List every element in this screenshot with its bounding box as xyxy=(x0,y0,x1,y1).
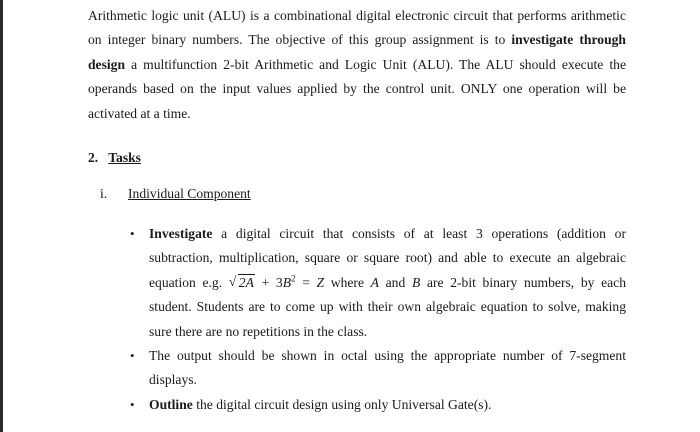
intro-line-1: Arithmetic logic unit (ALU) is a combinational digital electronic circuit that performs arithmetic xyxy=(88,8,626,23)
section-heading-tasks xyxy=(88,150,141,166)
bullet-1-line-3-tail: are 2-bit binary numbers, by each xyxy=(420,274,626,290)
equation-variable-b: B xyxy=(282,274,292,290)
bullet-1-line-1 xyxy=(149,222,626,246)
bullet-item-investigate xyxy=(130,222,626,344)
equation-radicand: 2A xyxy=(238,274,254,290)
intro-line-3-text: a multifunction 2-bit Arithmetic and Logic Unit (ALU). The ALU should execute the xyxy=(125,56,626,72)
intro-paragraph xyxy=(88,4,626,126)
bullet-dot-icon: • xyxy=(130,396,135,412)
bullet-2-line-2: displays. xyxy=(149,372,197,388)
bullet-2-line-1: The output should be shown in octal using the appropriate number of 7-segment xyxy=(149,348,626,364)
subsection-numeral: i. xyxy=(100,186,108,201)
bullet-item-output xyxy=(130,344,626,393)
equation-variable-z: Z xyxy=(316,274,325,290)
variable-a: A xyxy=(370,274,379,290)
bullet-1-line-2: subtraction, multiplication, square or square root) and able to execute an algebraic xyxy=(149,250,626,266)
bullet-1-line-1-text: a digital circuit that consists of at least 3 operations (addition or xyxy=(212,226,626,241)
bullet-1-and-text: and xyxy=(378,274,412,290)
bullet-3-emphasis: Outline xyxy=(149,396,193,412)
section-number: 2. xyxy=(88,150,99,165)
equation-exponent: 2 xyxy=(291,273,296,284)
page-left-border xyxy=(0,0,3,432)
intro-line-5: activated at a time. xyxy=(88,105,191,121)
bullet-3-line-1 xyxy=(149,393,626,417)
intro-line-2 xyxy=(88,28,626,52)
variable-b: B xyxy=(411,274,421,290)
radical-sign-icon: √ xyxy=(228,273,237,289)
bullet-1-where-text: where xyxy=(324,274,371,290)
bullet-3-text: the digital circuit design using only Universal Gate(s). xyxy=(192,396,492,412)
subsection-heading-individual xyxy=(100,186,251,202)
intro-line-2-text: on integer binary numbers. The objective of this group assignment is to xyxy=(88,32,512,48)
task-bullet-list xyxy=(130,222,626,417)
bullet-1-line-4: student. Students are to come up with their own algebraic equation to solve, making xyxy=(149,299,626,315)
bullet-1-line-5: sure there are no repetitions in the class. xyxy=(149,323,368,339)
intro-emphasis-investigate: investigate through xyxy=(511,32,626,48)
equation-square-root xyxy=(229,271,255,295)
section-title: Tasks xyxy=(108,150,141,165)
bullet-dot-icon: • xyxy=(130,226,135,241)
bullet-dot-icon: • xyxy=(130,348,135,364)
intro-line-4: operands based on the input values applied by the control unit. ONLY one operation will be xyxy=(88,81,626,97)
bullet-item-outline xyxy=(130,393,626,417)
subsection-title: Individual Component xyxy=(128,186,251,201)
bullet-1-emphasis: Investigate xyxy=(149,226,213,241)
equation-equals: = xyxy=(295,274,317,290)
bullet-1-line-3 xyxy=(149,271,626,295)
equation-plus-term: + 3 xyxy=(254,274,283,290)
equation-intro-text: equation e.g. xyxy=(149,274,229,290)
intro-emphasis-design: design xyxy=(88,56,126,72)
intro-line-3 xyxy=(88,53,626,77)
